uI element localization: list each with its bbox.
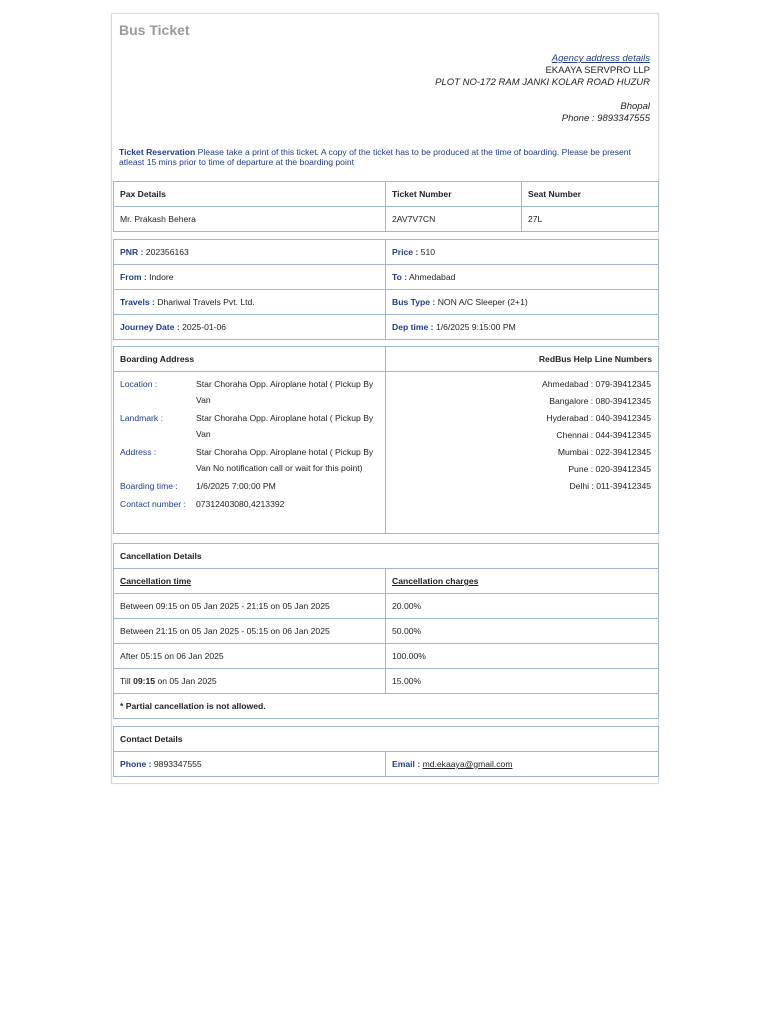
table-row [114,207,659,232]
cancellation-charge: 50.00% [386,619,659,644]
table-row [114,240,659,265]
boarding-time-value: 1/6/2025 7:00:00 PM [196,481,276,491]
seat-number: 27L [522,207,659,232]
contact-phone-cell [114,752,386,777]
helpline-item: Mumbai : 022-39412345 [557,447,651,457]
contact-phone-value: 9893347555 [153,759,202,769]
cancellation-charge: 100.00% [386,644,659,669]
cancellation-time: Between 21:15 on 05 Jan 2025 - 05:15 on 06 Jan 2025 [114,619,386,644]
cancellation-till-cell [114,669,386,694]
dep-time-label: Dep time : [392,322,434,332]
table-row [114,669,659,694]
agency-name: EKAAYA SERVPRO LLP [545,65,650,76]
price-label: Price : [392,247,419,257]
travels-cell [114,290,386,315]
seat-number-header: Seat Number [522,182,659,207]
ticket-title: Bus Ticket [119,22,190,38]
journey-date-label: Journey Date : [120,322,180,332]
location-label: Location : [120,379,158,389]
table-row [114,182,659,207]
boarding-address-row [120,444,379,476]
pnr-value: 202356163 [145,247,189,257]
dep-time-value: 1/6/2025 9:15:00 PM [435,322,516,332]
dep-time-cell [386,315,659,340]
helpline-item: Hyderabad : 040-39412345 [546,413,651,423]
to-label: To : [392,272,408,282]
boarding-location-row [120,376,379,408]
boarding-contact-row [120,496,379,512]
address-value: Star Choraha Opp. Airoplane hotal ( Pickup By Van No notification call or wait for this point) [196,447,374,473]
pnr-cell [114,240,386,265]
bus-ticket [111,13,659,784]
to-cell [386,265,659,290]
contact-phone-label: Phone : [120,759,152,769]
from-value: Indore [149,272,174,282]
helpline-list [386,372,659,534]
boarding-heading: Boarding Address [114,347,386,372]
helpline-item: Bangalore : 080-39412345 [549,396,651,406]
boarding-time-row [120,478,379,494]
table-row [114,727,659,752]
table-row [114,347,659,372]
boarding-time-label: Boarding time : [120,481,178,491]
ticket-number: 2AV7V7CN [386,207,522,232]
contact-heading: Contact Details [114,727,659,752]
cancellation-time: After 05:15 on 06 Jan 2025 [114,644,386,669]
contact-email-link[interactable]: md.ekaaya@gmail.com [422,759,513,769]
till-time: 09:15 [133,676,156,686]
table-row [114,752,659,777]
agency-address-line: PLOT NO-172 RAM JANKI KOLAR ROAD HUZUR [435,77,650,88]
cancellation-table [113,543,659,719]
contact-email-cell [386,752,659,777]
journey-date-cell [114,315,386,340]
location-value: Star Choraha Opp. Airoplane hotal ( Pickup By Van [196,379,374,405]
contact-email-label: Email : [392,759,421,769]
table-row [114,594,659,619]
to-value: Ahmedabad [409,272,456,282]
table-row [114,544,659,569]
partial-cancellation-note: * Partial cancellation is not allowed. [114,694,659,719]
table-row [114,265,659,290]
table-row [114,619,659,644]
cancellation-time: Between 09:15 on 05 Jan 2025 - 21:15 on 05 Jan 2025 [114,594,386,619]
reservation-note-label: Ticket Reservation [119,147,196,157]
helpline-item: Chennai : 044-39412345 [556,430,651,440]
boarding-details [114,372,386,534]
pax-table [113,181,659,232]
cancellation-heading: Cancellation Details [114,544,659,569]
from-cell [114,265,386,290]
price-value: 510 [420,247,436,257]
agency-phone: Phone : 9893347555 [561,113,650,124]
travels-value: Dhariwal Travels Pvt. Ltd. [157,297,255,307]
contact-number-value: 07312403080,4213392 [196,499,285,509]
table-row [114,569,659,594]
journey-table [113,239,659,340]
contact-table [113,726,659,777]
table-row [114,644,659,669]
table-row [114,290,659,315]
from-label: From : [120,272,147,282]
cancellation-time-header: Cancellation time [114,569,386,594]
price-cell [386,240,659,265]
journey-date-value: 2025-01-06 [182,322,227,332]
agency-city: Bhopal [620,101,650,112]
contact-number-label: Contact number : [120,499,186,509]
table-row [114,315,659,340]
till-charge: 15.00% [386,669,659,694]
till-suffix: on 05 Jan 2025 [157,676,217,686]
bus-type-cell [386,290,659,315]
table-row [114,372,659,534]
travels-label: Travels : [120,297,155,307]
pax-header: Pax Details [114,182,386,207]
reservation-note-text: Please take a print of this ticket. A copy of the ticket has to be produced at the time of boarding. Please be present atleast 15 mins prior to time of departure at the boarding point [119,147,631,167]
pax-name: Mr. Prakash Behera [114,207,386,232]
cancellation-charge: 20.00% [386,594,659,619]
address-label: Address : [120,447,157,457]
helpline-item: Ahmedabad : 079-39412345 [542,379,651,389]
boarding-table [113,346,659,534]
reservation-note [119,147,653,167]
helpline-item: Pune : 020-39412345 [568,464,651,474]
boarding-landmark-row [120,410,379,442]
ticket-number-header: Ticket Number [386,182,522,207]
cancellation-charges-header: Cancellation charges [386,569,659,594]
landmark-label: Landmark : [120,413,163,423]
agency-address [435,53,650,125]
helpline-item: Delhi : 011-39412345 [569,481,651,491]
pnr-label: PNR : [120,247,144,257]
bus-type-label: Bus Type : [392,297,436,307]
bus-type-value: NON A/C Sleeper (2+1) [437,297,528,307]
landmark-value: Star Choraha Opp. Airoplane hotal ( Pickup By Van [196,413,374,439]
till-prefix: Till [120,676,131,686]
helpline-heading: RedBus Help Line Numbers [386,347,659,372]
agency-heading: Agency address details [551,53,650,64]
table-row [114,694,659,719]
